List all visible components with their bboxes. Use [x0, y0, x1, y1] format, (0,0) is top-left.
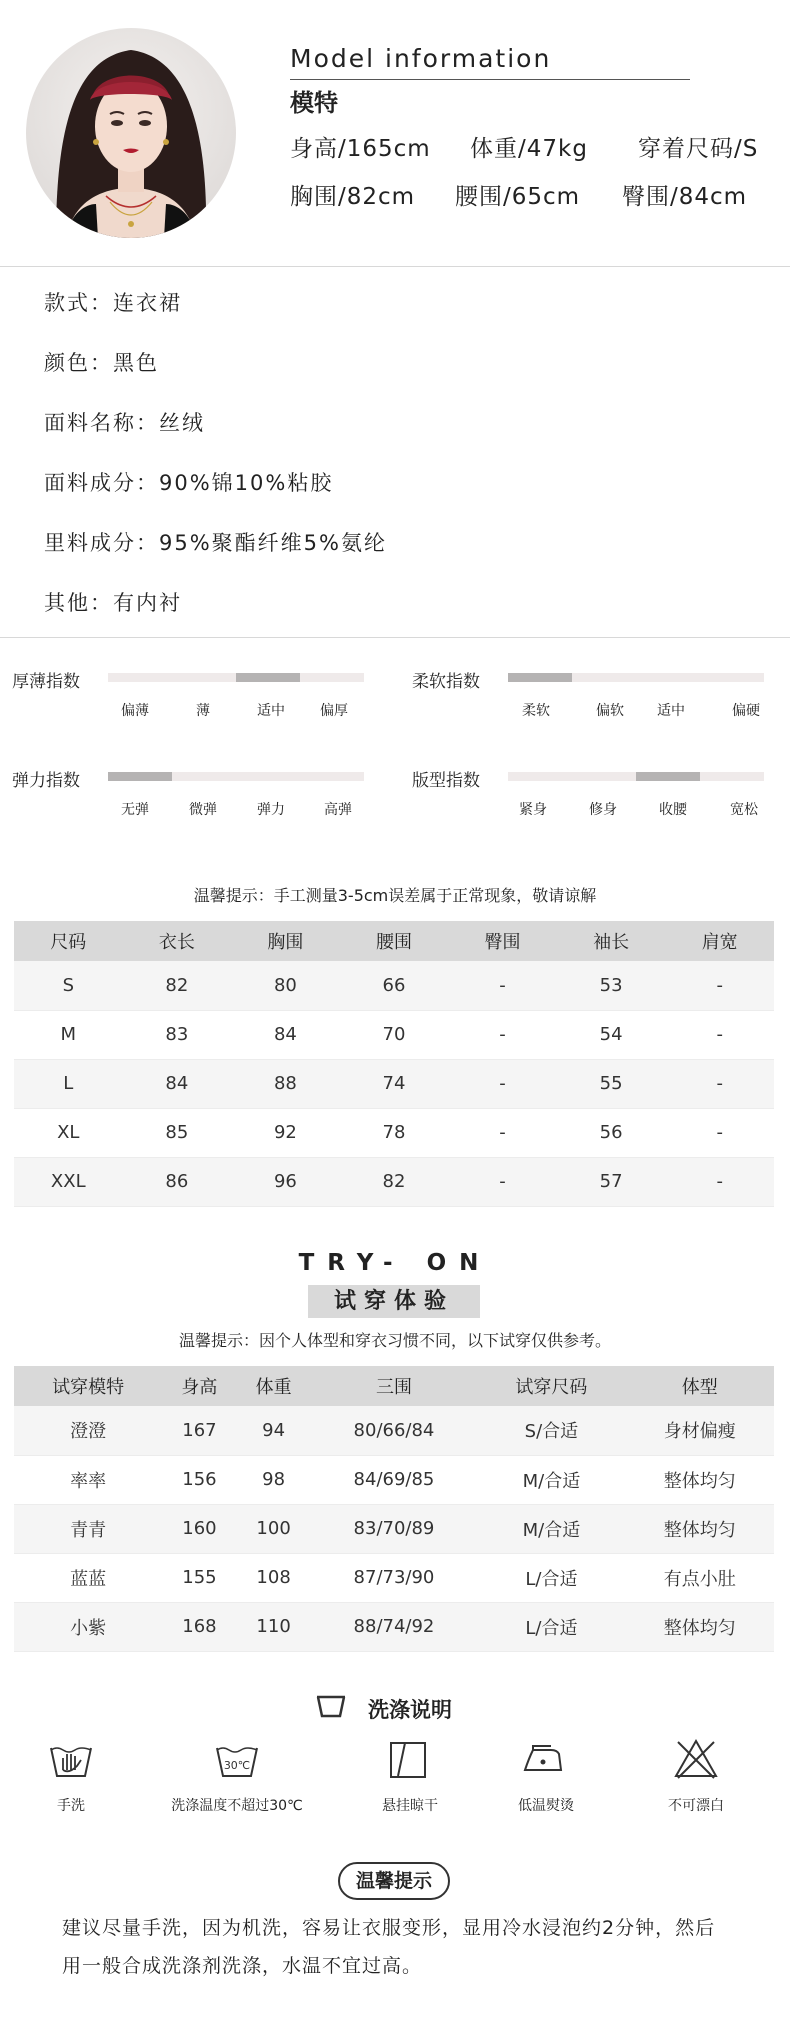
table-header-row: [14, 921, 774, 961]
model-avatar: [26, 28, 236, 238]
softness-option: 适中: [657, 703, 685, 719]
fit-index-indicator: [636, 772, 700, 781]
table-row: [14, 1059, 774, 1108]
fit-option: 修身: [589, 802, 617, 818]
table-cell: 88/74/92: [311, 1602, 478, 1651]
table-cell: -: [665, 1059, 774, 1108]
table-cell: 86: [123, 1157, 232, 1206]
table-cell: 青青: [14, 1504, 162, 1553]
table-cell: -: [448, 1059, 557, 1108]
title-underline: [290, 79, 690, 80]
model-hip: 臀围/84cm: [622, 184, 748, 210]
table-cell: 80/66/84: [311, 1406, 478, 1455]
elasticity-option: 无弹: [121, 802, 149, 818]
table-cell: 整体均匀: [626, 1504, 774, 1553]
softness-index-track: [508, 673, 764, 682]
table-cell: 53: [557, 961, 666, 1010]
column-header: 体型: [626, 1366, 774, 1406]
table-cell: 94: [237, 1406, 311, 1455]
elasticity-index-track: [108, 772, 364, 781]
table-row: [14, 1504, 774, 1553]
elasticity-option: 弹力: [257, 802, 285, 818]
table-cell: -: [665, 961, 774, 1010]
table-cell: 小紫: [14, 1602, 162, 1651]
table-cell: 82: [123, 961, 232, 1010]
wash-label: 手洗: [57, 1798, 85, 1814]
thickness-index-indicator: [236, 673, 300, 682]
wash-temp-text: 30℃: [223, 1759, 251, 1772]
softness-index-label: 柔软指数: [412, 672, 480, 692]
column-header: 试穿尺码: [477, 1366, 625, 1406]
table-cell: 168: [162, 1602, 236, 1651]
model-weight: 体重/47kg: [470, 136, 588, 162]
table-cell: 82: [340, 1157, 449, 1206]
table-cell: -: [448, 961, 557, 1010]
column-header: 肩宽: [665, 921, 774, 961]
column-header: 衣长: [123, 921, 232, 961]
model-size: 穿着尺码/S: [638, 136, 759, 162]
table-cell: 108: [237, 1553, 311, 1602]
table-cell: 92: [231, 1108, 340, 1157]
thickness-index-label: 厚薄指数: [12, 672, 80, 692]
tryon-note: 温馨提示：因个人体型和穿衣习惯不同，以下试穿仅供参考。: [178, 1331, 611, 1350]
thickness-option: 适中: [257, 703, 285, 719]
tips-text-line: 用一般合成洗涤剂洗涤，水温不宜过高。: [62, 1955, 423, 1977]
tryon-title: TRY- ON: [298, 1250, 492, 1276]
softness-index-indicator: [508, 673, 572, 682]
table-cell: 70: [340, 1010, 449, 1059]
detail-style: 款式：连衣裙: [44, 291, 182, 315]
elasticity-option: 高弹: [324, 802, 352, 818]
fit-option: 收腰: [659, 802, 687, 818]
table-cell: 澄澄: [14, 1406, 162, 1455]
fit-index-track: [508, 772, 764, 781]
table-cell: -: [448, 1010, 557, 1059]
table-cell: 83: [123, 1010, 232, 1059]
table-cell: 87/73/90: [311, 1553, 478, 1602]
table-cell: 54: [557, 1010, 666, 1059]
detail-other: 其他：有内衬: [44, 591, 182, 615]
hand-wash-icon: [47, 1736, 95, 1784]
table-cell: 155: [162, 1553, 236, 1602]
table-cell: 88: [231, 1059, 340, 1108]
table-cell: 156: [162, 1455, 236, 1504]
fit-option: 宽松: [730, 802, 758, 818]
table-row: [14, 1010, 774, 1059]
table-cell: 84: [123, 1059, 232, 1108]
table-row: [14, 1406, 774, 1455]
table-cell: 整体均匀: [626, 1602, 774, 1651]
softness-option: 偏软: [596, 703, 624, 719]
size-table: [14, 921, 774, 1207]
size-note: 温馨提示：手工测量3-5cm误差属于正常现象，敬请谅解: [193, 886, 597, 905]
tips-text-line: 建议尽量手洗，因为机洗，容易让衣服变形，显用冷水浸泡约2分钟，然后: [62, 1917, 716, 1939]
wash-label: 低温熨烫: [518, 1798, 574, 1814]
table-row: [14, 1455, 774, 1504]
table-cell: 78: [340, 1108, 449, 1157]
thickness-option: 薄: [196, 703, 210, 719]
column-header: 尺码: [14, 921, 123, 961]
table-row: [14, 1553, 774, 1602]
table-cell: 98: [237, 1455, 311, 1504]
table-cell: 57: [557, 1157, 666, 1206]
divider: [0, 266, 790, 267]
thickness-index-track: [108, 673, 364, 682]
divider: [0, 637, 790, 638]
table-cell: 56: [557, 1108, 666, 1157]
wash-label: 洗涤温度不超过30℃: [171, 1798, 303, 1814]
column-header: 三围: [311, 1366, 478, 1406]
elasticity-option: 微弹: [189, 802, 217, 818]
wash-30-icon: [213, 1736, 261, 1784]
elasticity-index-indicator: [108, 772, 172, 781]
no-bleach-icon: [672, 1736, 720, 1784]
table-cell: 身材偏瘦: [626, 1406, 774, 1455]
table-cell: L/合适: [477, 1602, 625, 1651]
table-cell: 160: [162, 1504, 236, 1553]
table-cell: 整体均匀: [626, 1455, 774, 1504]
table-cell: S: [14, 961, 123, 1010]
model-bust: 胸围/82cm: [290, 184, 416, 210]
washing-title-text: 洗涤说明: [368, 1698, 452, 1722]
detail-color: 颜色：黑色: [44, 351, 159, 375]
model-height: 身高/165cm: [290, 136, 431, 162]
table-cell: 83/70/89: [311, 1504, 478, 1553]
column-header: 试穿模特: [14, 1366, 162, 1406]
column-header: 胸围: [231, 921, 340, 961]
tips-badge: 温馨提示: [338, 1862, 450, 1900]
table-cell: -: [448, 1108, 557, 1157]
table-cell: M/合适: [477, 1455, 625, 1504]
table-cell: 蓝蓝: [14, 1553, 162, 1602]
model-subtitle: 模特: [290, 89, 338, 117]
hang-dry-icon: [384, 1736, 432, 1784]
table-row: [14, 1157, 774, 1206]
detail-lining-composition: 里料成分：95%聚酯纤维5%氨纶: [44, 531, 387, 555]
fit-index-label: 版型指数: [412, 771, 480, 791]
table-cell: M: [14, 1010, 123, 1059]
elasticity-index-label: 弹力指数: [12, 771, 80, 791]
table-cell: 167: [162, 1406, 236, 1455]
table-cell: 84/69/85: [311, 1455, 478, 1504]
table-cell: 96: [231, 1157, 340, 1206]
softness-option: 偏硬: [732, 703, 760, 719]
table-header-row: [14, 1366, 774, 1406]
model-info-title: Model information: [290, 44, 552, 73]
column-header: 身高: [162, 1366, 236, 1406]
thickness-option: 偏厚: [320, 703, 348, 719]
table-cell: 74: [340, 1059, 449, 1108]
table-cell: 85: [123, 1108, 232, 1157]
table-cell: 84: [231, 1010, 340, 1059]
table-cell: -: [665, 1157, 774, 1206]
low-iron-icon: [519, 1736, 567, 1784]
column-header: 袖长: [557, 921, 666, 961]
wash-label: 悬挂晾干: [382, 1798, 438, 1814]
washing-title: [0, 1694, 790, 1724]
table-row: [14, 1108, 774, 1157]
tryon-table: [14, 1366, 774, 1652]
table-cell: L/合适: [477, 1553, 625, 1602]
column-header: 腰围: [340, 921, 449, 961]
fit-option: 紧身: [519, 802, 547, 818]
table-cell: XXL: [14, 1157, 123, 1206]
table-row: [14, 1602, 774, 1651]
table-cell: -: [448, 1157, 557, 1206]
column-header: 体重: [237, 1366, 311, 1406]
column-header: 臀围: [448, 921, 557, 961]
table-cell: 100: [237, 1504, 311, 1553]
table-cell: 有点小肚: [626, 1553, 774, 1602]
table-cell: -: [665, 1010, 774, 1059]
wash-label: 不可漂白: [668, 1798, 724, 1814]
table-row: [14, 961, 774, 1010]
table-cell: L: [14, 1059, 123, 1108]
table-cell: -: [665, 1108, 774, 1157]
table-cell: 80: [231, 961, 340, 1010]
detail-fabric-name: 面料名称：丝绒: [44, 411, 205, 435]
table-cell: XL: [14, 1108, 123, 1157]
model-waist: 腰围/65cm: [455, 184, 581, 210]
table-cell: 55: [557, 1059, 666, 1108]
table-cell: 110: [237, 1602, 311, 1651]
table-cell: 率率: [14, 1455, 162, 1504]
softness-option: 柔软: [522, 703, 550, 719]
thickness-option: 偏薄: [121, 703, 149, 719]
detail-fabric-composition: 面料成分：90%锦10%粘胶: [44, 471, 334, 495]
table-cell: M/合适: [477, 1504, 625, 1553]
tryon-subtitle: 试穿体验: [308, 1285, 480, 1318]
table-cell: 66: [340, 961, 449, 1010]
table-cell: S/合适: [477, 1406, 625, 1455]
